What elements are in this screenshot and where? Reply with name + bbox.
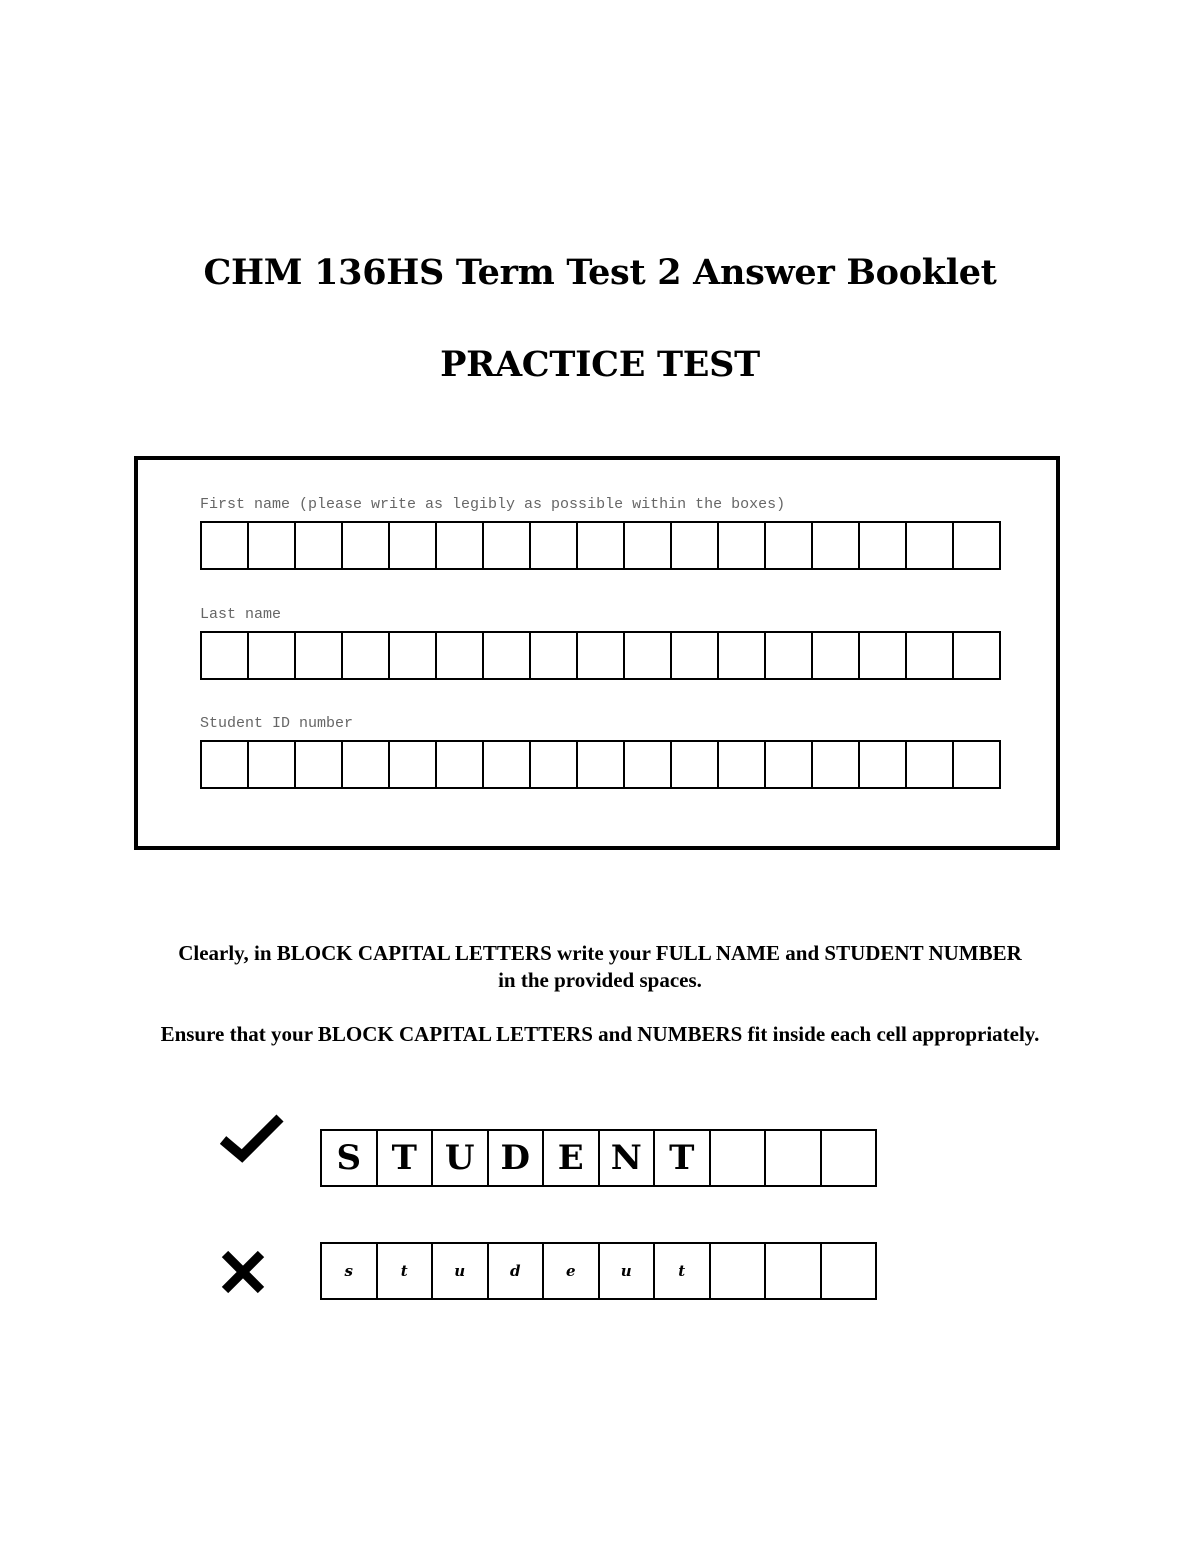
letter-cell[interactable] xyxy=(390,742,437,787)
instruction-line-2: Ensure that your BLOCK CAPITAL LETTERS and NUMBERS fit inside each cell appropriately. xyxy=(160,1022,1040,1046)
letter-cell[interactable] xyxy=(813,633,860,678)
example-cell: E xyxy=(544,1131,600,1185)
letter-cell[interactable] xyxy=(719,742,766,787)
checkmark-icon xyxy=(220,1112,284,1164)
letter-cell[interactable] xyxy=(531,633,578,678)
letter-cell[interactable] xyxy=(954,742,1001,787)
letter-cell[interactable] xyxy=(343,523,390,568)
letter-cell[interactable] xyxy=(390,633,437,678)
letter-cell[interactable] xyxy=(437,523,484,568)
letter-cell[interactable] xyxy=(202,633,249,678)
instruction-line-1b: in the provided spaces. xyxy=(498,968,702,992)
example-cell: d xyxy=(489,1244,545,1298)
instruction-line-1: Clearly, in BLOCK CAPITAL LETTERS write your FULL NAME and STUDENT NUMBER xyxy=(178,941,1022,965)
letter-cell[interactable] xyxy=(860,633,907,678)
letter-cell[interactable] xyxy=(484,742,531,787)
student-id-cells[interactable] xyxy=(200,740,1001,789)
letter-cell[interactable] xyxy=(531,742,578,787)
instruction-block-1 xyxy=(0,940,1200,994)
letter-cell[interactable] xyxy=(954,523,1001,568)
example-cell: N xyxy=(600,1131,656,1185)
example-cell: u xyxy=(600,1244,656,1298)
letter-cell[interactable] xyxy=(484,523,531,568)
letter-cell[interactable] xyxy=(672,633,719,678)
letter-cell[interactable] xyxy=(907,742,954,787)
letter-cell[interactable] xyxy=(249,742,296,787)
letter-cell[interactable] xyxy=(907,633,954,678)
correct-example-row xyxy=(320,1129,877,1187)
example-cell: T xyxy=(378,1131,434,1185)
letter-cell[interactable] xyxy=(249,523,296,568)
letter-cell[interactable] xyxy=(860,742,907,787)
letter-cell[interactable] xyxy=(578,633,625,678)
example-cell: T xyxy=(655,1131,711,1185)
student-info-form xyxy=(134,456,1060,850)
letter-cell[interactable] xyxy=(954,633,1001,678)
student-id-label: Student ID number xyxy=(200,715,354,732)
letter-cell[interactable] xyxy=(672,742,719,787)
letter-cell[interactable] xyxy=(437,633,484,678)
example-cell xyxy=(711,1244,767,1298)
example-cell xyxy=(766,1131,822,1185)
letter-cell[interactable] xyxy=(296,633,343,678)
example-cell: U xyxy=(433,1131,489,1185)
first-name-cells[interactable] xyxy=(200,521,1001,570)
example-cell: S xyxy=(322,1131,378,1185)
example-cell xyxy=(822,1131,878,1185)
letter-cell[interactable] xyxy=(437,742,484,787)
letter-cell[interactable] xyxy=(625,742,672,787)
letter-cell[interactable] xyxy=(719,633,766,678)
letter-cell[interactable] xyxy=(813,523,860,568)
letter-cell[interactable] xyxy=(249,633,296,678)
cross-icon xyxy=(220,1250,266,1294)
example-cell xyxy=(822,1244,878,1298)
last-name-label: Last name xyxy=(200,606,282,623)
letter-cell[interactable] xyxy=(531,523,578,568)
example-cell xyxy=(766,1244,822,1298)
letter-cell[interactable] xyxy=(484,633,531,678)
letter-cell[interactable] xyxy=(343,742,390,787)
last-name-cells[interactable] xyxy=(200,631,1001,680)
letter-cell[interactable] xyxy=(578,523,625,568)
example-cell: u xyxy=(433,1244,489,1298)
letter-cell[interactable] xyxy=(907,523,954,568)
letter-cell[interactable] xyxy=(719,523,766,568)
example-cell: e xyxy=(544,1244,600,1298)
letter-cell[interactable] xyxy=(202,523,249,568)
page-subtitle: PRACTICE TEST xyxy=(440,344,760,385)
letter-cell[interactable] xyxy=(296,742,343,787)
letter-cell[interactable] xyxy=(860,523,907,568)
letter-cell[interactable] xyxy=(390,523,437,568)
letter-cell[interactable] xyxy=(766,633,813,678)
page-title: CHM 136HS Term Test 2 Answer Booklet xyxy=(203,252,997,293)
letter-cell[interactable] xyxy=(343,633,390,678)
letter-cell[interactable] xyxy=(766,523,813,568)
example-cell: t xyxy=(655,1244,711,1298)
letter-cell[interactable] xyxy=(578,742,625,787)
letter-cell[interactable] xyxy=(625,523,672,568)
letter-cell[interactable] xyxy=(813,742,860,787)
letter-cell[interactable] xyxy=(766,742,813,787)
example-cell: t xyxy=(378,1244,434,1298)
letter-cell[interactable] xyxy=(672,523,719,568)
example-cell: D xyxy=(489,1131,545,1185)
letter-cell[interactable] xyxy=(625,633,672,678)
example-cell xyxy=(711,1131,767,1185)
first-name-label: First name (please write as legibly as possible within the boxes) xyxy=(200,496,786,513)
letter-cell[interactable] xyxy=(202,742,249,787)
example-cell: s xyxy=(322,1244,378,1298)
letter-cell[interactable] xyxy=(296,523,343,568)
incorrect-example-row xyxy=(320,1242,877,1300)
